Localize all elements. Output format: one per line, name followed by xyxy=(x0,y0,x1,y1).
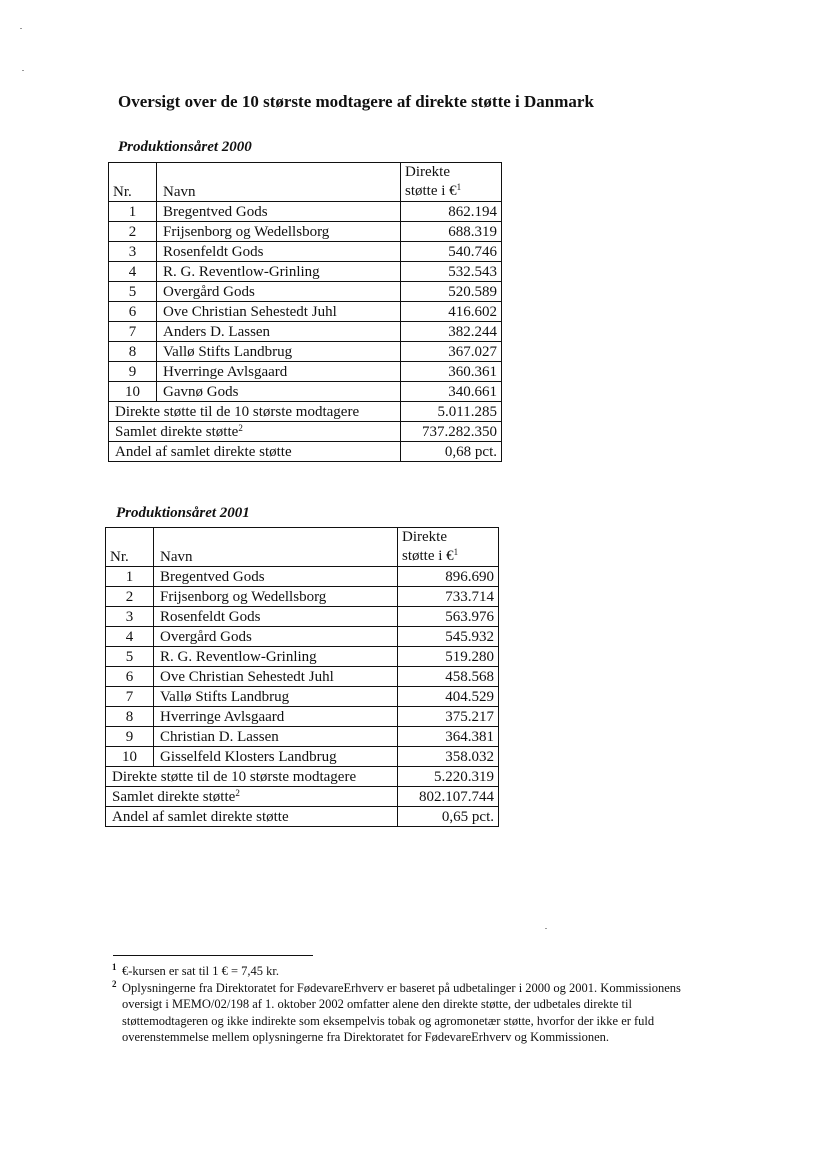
row-value: 532.543 xyxy=(401,262,502,282)
row-nr: 6 xyxy=(106,667,154,687)
summary-label-text: Andel af samlet direkte støtte xyxy=(115,443,292,460)
scan-speck xyxy=(22,70,24,71)
table-row xyxy=(109,202,502,222)
footnote-1 xyxy=(112,963,702,980)
table-row xyxy=(106,567,499,587)
row-value: 519.280 xyxy=(398,647,499,667)
row-nr: 8 xyxy=(109,342,157,362)
row-name: Hverringe Avlsgaard xyxy=(157,362,401,382)
summary-row xyxy=(109,402,502,422)
header-value xyxy=(398,528,499,567)
header-name: Navn xyxy=(154,528,398,567)
header-value xyxy=(401,163,502,202)
table-row xyxy=(109,262,502,282)
row-value: 358.032 xyxy=(398,747,499,767)
row-value: 367.027 xyxy=(401,342,502,362)
header-value-line2: støtte i € xyxy=(405,183,457,199)
summary-row xyxy=(109,422,502,442)
footnote-ref: 2 xyxy=(238,422,243,433)
row-value: 520.589 xyxy=(401,282,502,302)
row-nr: 10 xyxy=(109,382,157,402)
row-value: 896.690 xyxy=(398,567,499,587)
row-nr: 6 xyxy=(109,302,157,322)
summary-label xyxy=(109,422,401,442)
row-nr: 7 xyxy=(109,322,157,342)
row-nr: 1 xyxy=(106,567,154,587)
summary-value: 0,68 pct. xyxy=(401,442,502,462)
row-nr: 9 xyxy=(106,727,154,747)
row-value: 404.529 xyxy=(398,687,499,707)
table-row xyxy=(109,302,502,322)
table-row xyxy=(106,747,499,767)
summary-value: 5.011.285 xyxy=(401,402,502,422)
row-value: 688.319 xyxy=(401,222,502,242)
scan-speck xyxy=(20,28,22,29)
summary-label-text: Andel af samlet direkte støtte xyxy=(112,808,289,825)
summary-value: 5.220.319 xyxy=(398,767,499,787)
support-table-2000-body xyxy=(109,163,502,462)
row-nr: 7 xyxy=(106,687,154,707)
footnote-text: Oplysningerne fra Direktoratet for FødevareErhverv er baseret på udbetalinger i 2000 og 2001. Kommissionens oversigt i MEMO/02/198 af 1. oktober 2002 omfatter alene den direkte støtte, der udbetales direkte til støttemodtageren og ikke indirekte som eksempelvis tobak og agromonetær støtte, hvorfor der ikke er fuld overenstemmelse mellem oplysningerne fra Direktoratet for FødevareErhverv og Kommissionen. xyxy=(122,980,681,1044)
row-nr: 8 xyxy=(106,707,154,727)
row-nr: 9 xyxy=(109,362,157,382)
row-name: Gisselfeld Klosters Landbrug xyxy=(154,747,398,767)
row-name: Frijsenborg og Wedellsborg xyxy=(157,222,401,242)
summary-label xyxy=(106,787,398,807)
table-row xyxy=(106,687,499,707)
table-row xyxy=(106,727,499,747)
row-nr: 10 xyxy=(106,747,154,767)
row-name: Bregentved Gods xyxy=(157,202,401,222)
table-row xyxy=(109,362,502,382)
table-row xyxy=(109,322,502,342)
summary-row xyxy=(106,807,499,827)
row-name: Hverringe Avlsgaard xyxy=(154,707,398,727)
row-name: Ove Christian Sehestedt Juhl xyxy=(154,667,398,687)
header-value-line1: Direkte xyxy=(402,529,447,545)
row-value: 360.361 xyxy=(401,362,502,382)
summary-row xyxy=(109,442,502,462)
summary-value: 737.282.350 xyxy=(401,422,502,442)
summary-label xyxy=(109,442,401,462)
row-value: 458.568 xyxy=(398,667,499,687)
footnote-ref: 1 xyxy=(456,182,462,192)
row-name: Overgård Gods xyxy=(157,282,401,302)
table-row xyxy=(109,342,502,362)
footnote-ref: 1 xyxy=(453,547,459,557)
row-name: Frijsenborg og Wedellsborg xyxy=(154,587,398,607)
row-nr: 4 xyxy=(106,627,154,647)
table-header-row xyxy=(109,163,502,202)
row-name: Christian D. Lassen xyxy=(154,727,398,747)
row-nr: 1 xyxy=(109,202,157,222)
footnote-mark: 2 xyxy=(112,978,117,989)
table-row xyxy=(106,647,499,667)
table-row xyxy=(106,607,499,627)
row-value: 382.244 xyxy=(401,322,502,342)
summary-label xyxy=(106,807,398,827)
summary-label xyxy=(106,767,398,787)
table-row xyxy=(106,667,499,687)
table-row xyxy=(109,282,502,302)
table-row xyxy=(109,242,502,262)
row-nr: 4 xyxy=(109,262,157,282)
support-table-2000 xyxy=(108,162,502,462)
row-value: 540.746 xyxy=(401,242,502,262)
footnote-ref: 2 xyxy=(235,787,240,798)
table-row xyxy=(106,627,499,647)
support-table-2001 xyxy=(105,527,499,827)
row-name: Vallø Stifts Landbrug xyxy=(157,342,401,362)
row-value: 364.381 xyxy=(398,727,499,747)
table-row xyxy=(109,382,502,402)
row-name: Gavnø Gods xyxy=(157,382,401,402)
section-heading-2000: Produktionsåret 2000 xyxy=(118,139,252,155)
summary-value: 0,65 pct. xyxy=(398,807,499,827)
row-name: Rosenfeldt Gods xyxy=(154,607,398,627)
row-name: Vallø Stifts Landbrug xyxy=(154,687,398,707)
support-table-2001-body xyxy=(106,528,499,827)
row-nr: 3 xyxy=(109,242,157,262)
row-nr: 3 xyxy=(106,607,154,627)
footnote-2 xyxy=(112,980,702,1046)
row-name: R. G. Reventlow-Grinling xyxy=(157,262,401,282)
header-nr: Nr. xyxy=(109,163,157,202)
footnote-text: €-kursen er sat til 1 € = 7,45 kr. xyxy=(122,964,280,978)
row-name: R. G. Reventlow-Grinling xyxy=(154,647,398,667)
row-name: Rosenfeldt Gods xyxy=(157,242,401,262)
table-row xyxy=(109,222,502,242)
row-name: Anders D. Lassen xyxy=(157,322,401,342)
row-value: 862.194 xyxy=(401,202,502,222)
summary-label-text: Samlet direkte støtte xyxy=(115,423,239,440)
row-name: Overgård Gods xyxy=(154,627,398,647)
document-title: Oversigt over de 10 største modtagere af direkte støtte i Danmark xyxy=(118,92,594,111)
row-value: 416.602 xyxy=(401,302,502,322)
row-value: 375.217 xyxy=(398,707,499,727)
row-nr: 5 xyxy=(109,282,157,302)
header-nr: Nr. xyxy=(106,528,154,567)
scan-speck xyxy=(545,928,547,929)
row-nr: 2 xyxy=(106,587,154,607)
summary-value: 802.107.744 xyxy=(398,787,499,807)
row-value: 563.976 xyxy=(398,607,499,627)
row-name: Bregentved Gods xyxy=(154,567,398,587)
footnote-mark: 1 xyxy=(112,962,117,972)
summary-row xyxy=(106,787,499,807)
header-value-line2: støtte i € xyxy=(402,548,454,564)
footnotes xyxy=(112,963,702,1046)
row-nr: 5 xyxy=(106,647,154,667)
table-row xyxy=(106,587,499,607)
table-row xyxy=(106,707,499,727)
row-value: 340.661 xyxy=(401,382,502,402)
section-heading-2001: Produktionsåret 2001 xyxy=(116,505,250,521)
header-value-line1: Direkte xyxy=(405,164,450,180)
summary-row xyxy=(106,767,499,787)
summary-label-text: Direkte støtte til de 10 største modtagere xyxy=(112,768,357,785)
row-name: Ove Christian Sehestedt Juhl xyxy=(157,302,401,322)
header-name: Navn xyxy=(157,163,401,202)
footnote-separator xyxy=(113,955,313,956)
summary-label xyxy=(109,402,401,422)
row-value: 733.714 xyxy=(398,587,499,607)
summary-label-text: Direkte støtte til de 10 største modtagere xyxy=(115,403,360,420)
summary-label-text: Samlet direkte støtte xyxy=(112,788,236,805)
row-nr: 2 xyxy=(109,222,157,242)
row-value: 545.932 xyxy=(398,627,499,647)
table-header-row xyxy=(106,528,499,567)
